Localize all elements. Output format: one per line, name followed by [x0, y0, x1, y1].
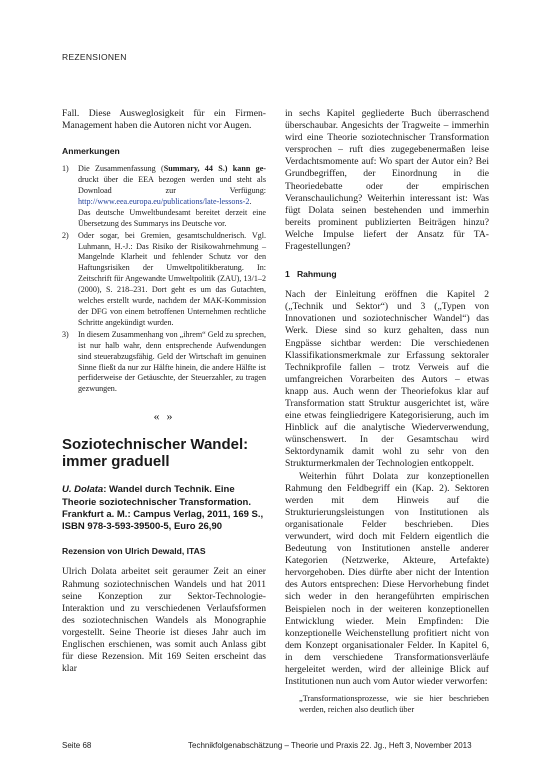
review-paragraph: in sechs Kapitel gegliederte Buch überraschend überschaubar. Angesichts der Tragweite – immerhin wird eine Theorie soziotechnischer Transformation versprochen – ruft dies zugegebenermaßen leise Verdachtsmomente auf: Wo spart der Autor ein? Bei Grundbegriffen, der Einordnung in die Theoriedebatte oder der empirischen Veranschaulichung? Weiterhin interessant ist: Was fügt Dolata seinen bestehenden und immerhin bereits prominent publizierten Beiträgen hinzu? Welche Impulse liefert der Ansatz für TA-Fragestellungen? — [285, 108, 489, 253]
note-text-body: druckt über die EEA bezogen werden und steht als Download zur Verfügung: — [78, 175, 266, 195]
page-number: Seite 68 — [62, 741, 92, 750]
block-quote: „Transformationsprozesse, wie sie hier beschrieben werden, reichen also deutlich über — [299, 694, 489, 715]
journal-footer: Technikfolgenabschätzung – Theorie und Praxis 22. Jg., Heft 3, November 2013 — [188, 741, 472, 750]
left-column — [62, 108, 266, 675]
eea-link[interactable]: http://www.eea.europa.eu/publications/late-lessons-2 — [78, 196, 250, 206]
book-author: U. Dolata — [62, 484, 104, 496]
note-text — [78, 164, 266, 229]
note-number: 2) — [62, 230, 69, 240]
note-number: 1) — [62, 164, 69, 174]
section-heading-rahmung: 1 Rahmung — [285, 269, 337, 280]
review-paragraph: Ulrich Dolata arbeitet seit geraumer Zeit an einer Rahmung soziotechnischen Wandels und hat 2011 seine Konzeption zur Sektor-Technologie-Interaktion und zu verschiedenen Verlaufsformen des soziotechnischen Wandels als Monographie vorgestellt. Seine Theorie ist dieses Jahr auch im Englischen erschienen, was somit auch Anlass gibt für diese Rezension. Mit 169 Seiten erscheint das klar — [62, 566, 266, 675]
note-text-prefix: Die Zusammenfassung ( — [78, 164, 164, 174]
note-text: In diesem Zusammenhang von „ihrem“ Geld zu sprechen, ist nur halb wahr, denn entsprechende Aufwendungen sind steuerabzugsfähig. Geld der Wirtschaft im genuinen Sinne fließt da nur zur Hälfte hinein, die andere Hälfte ist perfiderweise der Getäuschte, der Steuerzahler, zu tragen gezwungen. — [78, 329, 266, 394]
running-header: REZENSIONEN — [62, 52, 127, 62]
review-paragraph: Weiterhin führt Dolata zur konzeptionellen Rahmung den Feldbegriff ein (Kap. 2). Sektoren werden mit dem Hinweis auf die Strukturierungsleistungen von Institutionen als organisationale Felder beschrieben. Dies verwundert, wird doch mit Feldern eigentlich die Bedeutung von Institutionen anstelle anderer Kategorien (Netzwerke, Akteure, Artefakte) hervorgehoben. Dies dürfte aber nicht der Intention des Autors entsprechen: Diese Hervorhebung findet sich weder in den herangeführten empirischen Beispielen noch in der weiteren konzeptionellen Entwicklung wieder. Mein Empfinden: Die konzeptionelle Weichenstellung profitiert nicht von dem Konzept organisationaler Felder. In Kapitel 6, in dem verschiedene Transformationsverläufe hergeleitet werden, wird der alleinige Blick auf Institutionen nun auch vom Autor wieder verworfen: — [285, 470, 489, 688]
note-bold-text: Summary, 44 S.) kann ge- — [163, 164, 266, 174]
note-item — [62, 231, 266, 329]
bibliographic-info — [62, 484, 266, 533]
intro-paragraph: Fall. Diese Ausweglosigkeit für ein Firmen-Management haben die Autoren nicht vor Augen. — [62, 108, 266, 132]
note-number: 3) — [62, 329, 69, 339]
article-title: Soziotechnischer Wandel: immer graduell — [62, 436, 249, 471]
notes-list — [62, 164, 266, 395]
note-text-suffix: . Das deutsche Umweltbundesamt bereitet derzeit eine Übersetzung des Summarys ins Deutsche vor. — [78, 196, 266, 228]
right-column — [285, 108, 489, 715]
book-details: : Wandel durch Technik. Eine Theorie soziotechnischer Transformation. Frankfurt a. M.: Campus Verlag, 2011, 169 S., ISBN 978-3-593-39500-5, Euro 26,90 — [62, 484, 264, 533]
note-item — [62, 164, 266, 229]
note-text: Oder sogar, bei Gremien, gesamtschuldnerisch. Vgl. Luhmann, H.-J.: Das Risiko der Risikowahrnehmung – Mangelnde Klarheit und fehlender Schutz vor den Haftungsrisiken der Umweltpolitikberatung. In: Zeitschrift für Angewandte Umweltpolitik (ZAU), 13/1–2 (2000), S. 218–231. Dort geht es um das Gutachten, welches erstellt wurde, nachdem der MAK-Kommission der DFG von einem betroffenen Unternehmen rechtliche Schritte angekündigt wurden. — [78, 230, 266, 327]
notes-heading: Anmerkungen — [62, 146, 120, 157]
review-paragraph: Nach der Einleitung eröffnen die Kapitel 2 („Technik und Sektor“) und 3 („Typen von Innovationen und soziotechnischer Wandel“) das Werk. Diese sind so kurz gehalten, dass nun Engpässe sichtbar werden: Die verschiedenen Klassifikationsmerkmale zur Erfassung sektoraler Technikprofile fallen – trotz Verweis auf die umfangreichen Vorarbeiten des Autors – etwas knapp aus. Auch wenn der Theoriefokus klar auf Transformation statt Struktur ausgerichtet ist, wäre eine etwas feingliedrigere Kategorisierung, auch im Hinblick auf die analytische Wiederverwendung, wünschenswert. In der Gesamtschau wird Sektordynamik damit wohl zu sehr von den Strukturmerkmalen der Technologien entkoppelt. — [285, 289, 489, 470]
note-item — [62, 330, 266, 395]
section-divider: « » — [153, 409, 175, 424]
reviewer-line: Rezension von Ulrich Dewald, ITAS — [62, 546, 206, 557]
